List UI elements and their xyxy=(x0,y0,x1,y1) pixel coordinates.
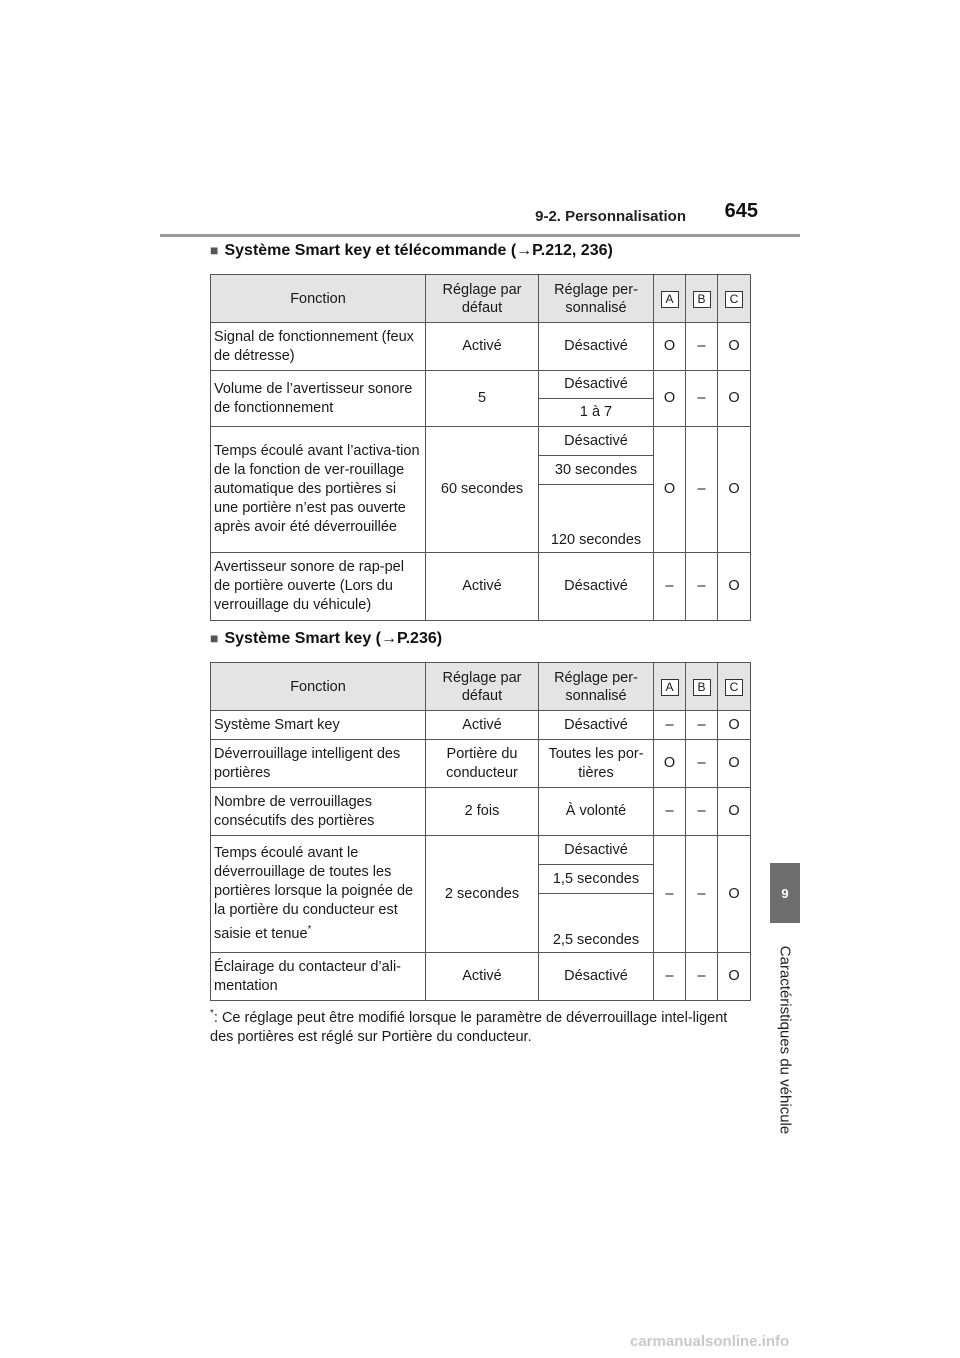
badge-c: C xyxy=(725,291,743,308)
page-number: 645 xyxy=(724,200,758,222)
cell-fonction xyxy=(211,427,426,553)
cell-c: O xyxy=(718,836,751,953)
footnote-text: : Ce réglage peut être modifié lorsque le paramètre de déverrouillage intel-ligent des portières est réglé sur Portière du conducteur. xyxy=(210,1009,728,1045)
table-row xyxy=(211,371,751,399)
section-title-smart-key-remote xyxy=(210,242,613,260)
header-fonction: Fonction xyxy=(211,275,426,323)
cell-a: – xyxy=(654,788,686,836)
cell-defaut: Activé xyxy=(426,553,539,621)
header-perso: Réglage per-sonnalisé xyxy=(539,663,654,711)
cell-b: – xyxy=(686,371,718,427)
fonction-text: Temps écoulé avant l’activa-tion de la fonction de ver-rouillage automatique des portières si une portière n’est pas ouverte après avoir été déverrouillée xyxy=(214,443,420,535)
table-row xyxy=(211,788,751,836)
fonction-text: Système Smart key xyxy=(214,716,340,733)
table-row xyxy=(211,711,751,740)
table-header-row xyxy=(211,275,751,323)
header-defaut: Réglage par défaut xyxy=(426,663,539,711)
cell-a: – xyxy=(654,553,686,621)
section-title-text: Système Smart key et télécommande (→P.212, 236) xyxy=(224,242,613,259)
cell-fonction xyxy=(211,711,426,740)
table-row xyxy=(211,427,751,456)
cell-c: O xyxy=(718,323,751,371)
header-a xyxy=(654,275,686,323)
section-title-smart-key xyxy=(210,630,442,648)
cell-c: O xyxy=(718,371,751,427)
cell-fonction xyxy=(211,953,426,1001)
chapter-tab[interactable] xyxy=(770,863,800,923)
cell-c: O xyxy=(718,740,751,788)
header-defaut: Réglage par défaut xyxy=(426,275,539,323)
cell-perso: Désactivé xyxy=(539,953,654,1001)
watermark: carmanualsonline.info xyxy=(630,1333,790,1350)
cell-c: O xyxy=(718,953,751,1001)
header-b xyxy=(686,663,718,711)
footnote xyxy=(210,1004,750,1047)
badge-b: B xyxy=(693,679,711,696)
cell-fonction xyxy=(211,788,426,836)
fonction-text: Signal de fonctionnement (feux de détresse) xyxy=(214,328,414,364)
cell-b: – xyxy=(686,740,718,788)
cell-a: O xyxy=(654,371,686,427)
header-c xyxy=(718,275,751,323)
fonction-text: Volume de l’avertisseur sonore de fonctionnement xyxy=(214,380,413,416)
cell-b: – xyxy=(686,427,718,553)
header-a xyxy=(654,663,686,711)
cell-c: O xyxy=(718,711,751,740)
cell-b: – xyxy=(686,788,718,836)
cell-defaut: Activé xyxy=(426,711,539,740)
cell-c: O xyxy=(718,788,751,836)
cell-defaut: Portière du conducteur xyxy=(426,740,539,788)
cell-a: O xyxy=(654,740,686,788)
fonction-text: Temps écoulé avant le déverrouillage de toutes les portières lorsque la poignée de la portière du conducteur est saisie et tenue xyxy=(214,845,414,942)
cell-defaut: 2 fois xyxy=(426,788,539,836)
cell-fonction xyxy=(211,371,426,427)
badge-a: A xyxy=(661,679,679,696)
cell-a: O xyxy=(654,427,686,553)
page-header xyxy=(160,196,800,237)
cell-fonction xyxy=(211,323,426,371)
cell-perso: Désactivé xyxy=(539,427,654,456)
cell-perso: À volonté xyxy=(539,788,654,836)
cell-perso: 2,5 secondes xyxy=(539,894,654,953)
header-perso: Réglage per-sonnalisé xyxy=(539,275,654,323)
cell-perso: Désactivé xyxy=(539,711,654,740)
cell-a: – xyxy=(654,711,686,740)
cell-a: O xyxy=(654,323,686,371)
cell-defaut: Activé xyxy=(426,953,539,1001)
chapter-label: Caractéristiques du véhicule xyxy=(776,945,794,1135)
table-row xyxy=(211,553,751,621)
table-row xyxy=(211,323,751,371)
cell-perso: Désactivé xyxy=(539,553,654,621)
table-row xyxy=(211,953,751,1001)
square-bullet-icon: ■ xyxy=(210,630,219,646)
cell-b: – xyxy=(686,953,718,1001)
cell-fonction xyxy=(211,553,426,621)
chapter-number: 9 xyxy=(781,885,789,901)
badge-c: C xyxy=(725,679,743,696)
table-header-row xyxy=(211,663,751,711)
cell-c: O xyxy=(718,553,751,621)
cell-perso: 1 à 7 xyxy=(539,399,654,427)
section-heading: 9-2. Personnalisation xyxy=(535,208,686,225)
cell-perso: 1,5 secondes xyxy=(539,865,654,894)
cell-perso: 120 secondes xyxy=(539,485,654,553)
cell-perso: Désactivé xyxy=(539,836,654,865)
cell-b: – xyxy=(686,553,718,621)
cell-defaut: 60 secondes xyxy=(426,427,539,553)
cell-b: – xyxy=(686,323,718,371)
cell-fonction xyxy=(211,836,426,953)
cell-c: O xyxy=(718,427,751,553)
settings-table-smart-key-remote xyxy=(210,274,751,621)
footnote-mark: * xyxy=(210,1008,214,1019)
fonction-text: Éclairage du contacteur d’ali-mentation xyxy=(214,958,401,994)
header-c xyxy=(718,663,751,711)
cell-a: – xyxy=(654,836,686,953)
cell-perso: 30 secondes xyxy=(539,456,654,485)
section-title-text: Système Smart key (→P.236) xyxy=(224,630,443,647)
cell-defaut: 5 xyxy=(426,371,539,427)
badge-b: B xyxy=(693,291,711,308)
badge-a: A xyxy=(661,291,679,308)
table-row xyxy=(211,836,751,865)
header-fonction: Fonction xyxy=(211,663,426,711)
cell-b: – xyxy=(686,711,718,740)
cell-defaut: Activé xyxy=(426,323,539,371)
cell-b: – xyxy=(686,836,718,953)
cell-fonction xyxy=(211,740,426,788)
square-bullet-icon: ■ xyxy=(210,242,219,258)
cell-perso: Toutes les por-tières xyxy=(539,740,654,788)
fonction-text: Déverrouillage intelligent des portières xyxy=(214,745,401,781)
footnote-mark: * xyxy=(307,924,312,936)
fonction-text: Avertisseur sonore de rap-pel de portière ouverte (Lors du verrouillage du véhicule) xyxy=(214,559,404,613)
header-b xyxy=(686,275,718,323)
cell-a: – xyxy=(654,953,686,1001)
cell-perso: Désactivé xyxy=(539,371,654,399)
cell-defaut: 2 secondes xyxy=(426,836,539,953)
cell-perso: Désactivé xyxy=(539,323,654,371)
fonction-text: Nombre de verrouillages consécutifs des portières xyxy=(214,793,375,829)
settings-table-smart-key xyxy=(210,662,751,1001)
table-row xyxy=(211,740,751,788)
